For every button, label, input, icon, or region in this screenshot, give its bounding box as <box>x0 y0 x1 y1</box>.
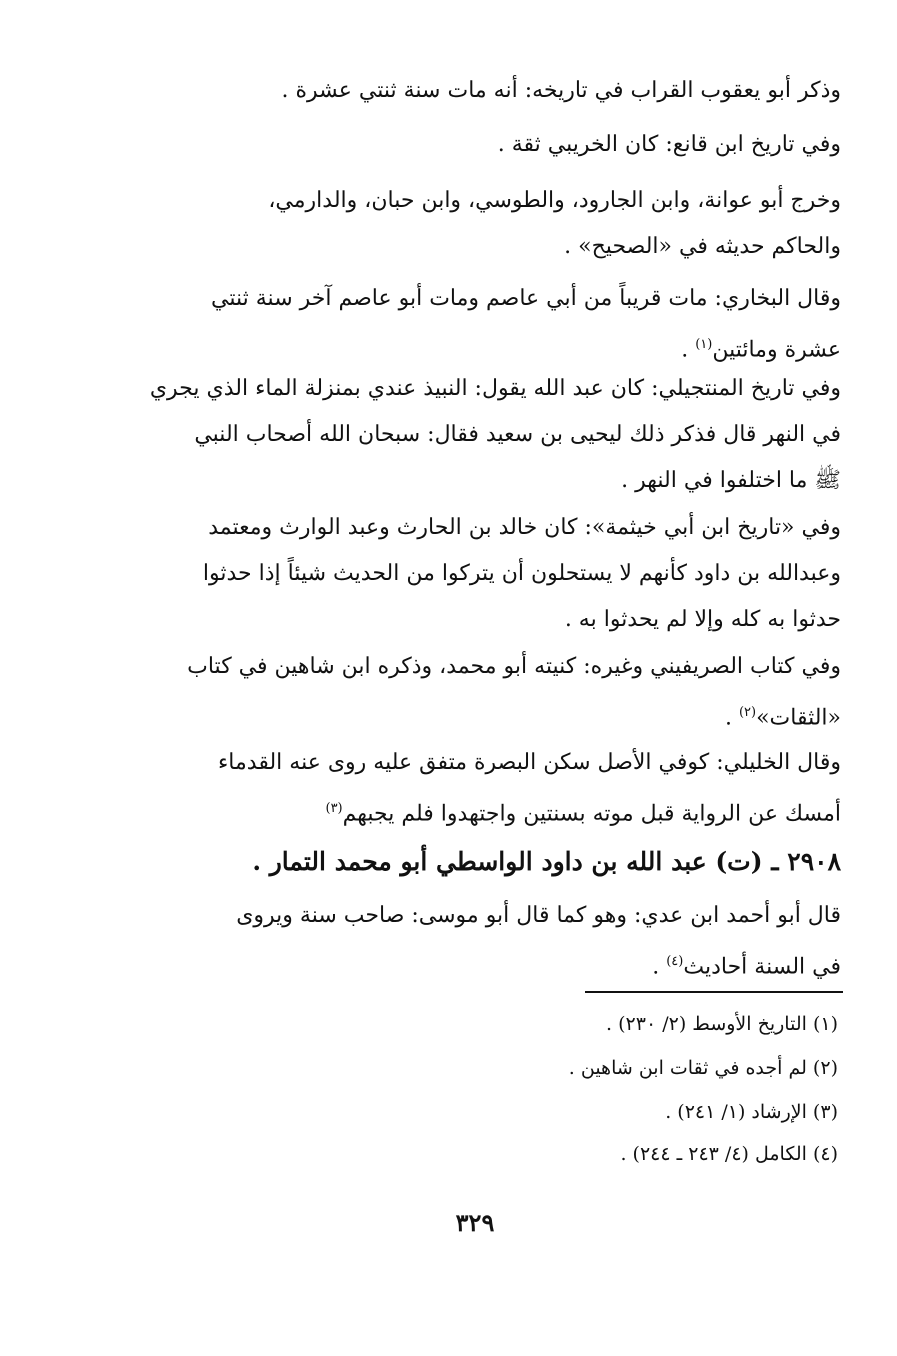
footnote-separator <box>585 991 843 993</box>
text-line <box>128 322 841 368</box>
footnote-4: (٤) الكامل (٤/ ٢٤٣ ـ ٢٤٤) . <box>620 1143 838 1165</box>
paragraph-3 <box>128 178 841 270</box>
text-line: وفي تاريخ ابن قانع: كان الخريبي ثقة . <box>497 132 841 157</box>
text-line: وعبدالله بن داود كأنهم لا يستحلون أن يتركوا من الحديث شيئاً إذا حدثوا <box>202 561 841 586</box>
line-text: في السنة أحاديث <box>683 954 841 980</box>
footnote-2: (٢) لم أجده في ثقات ابن شاهين . <box>568 1057 838 1079</box>
paragraph-7 <box>128 644 841 736</box>
text-line: وقال البخاري: مات قريباً من أبي عاصم ومات أبو عاصم آخر سنة ثنتي <box>211 286 841 311</box>
entry-paragraph <box>128 893 841 985</box>
text-line: قال أبو أحمد ابن عدي: وهو كما قال أبو موسى: صاحب سنة ويروى <box>236 903 841 928</box>
footnote-marker: (٢) <box>738 705 757 720</box>
text-line <box>128 939 841 985</box>
paragraph-4 <box>128 276 841 368</box>
line-text: «الثقات» <box>756 705 841 731</box>
paragraph-6 <box>128 505 841 643</box>
text-line: والحاكم حديثه في «الصحيح» . <box>564 234 841 259</box>
footnote-1: (١) التاريخ الأوسط (٢/ ٢٣٠) . <box>606 1013 838 1035</box>
text-line <box>128 786 841 832</box>
paragraph-2 <box>128 122 841 168</box>
footnote-marker: (٤) <box>666 954 684 969</box>
text-line: وخرج أبو عوانة، وابن الجارود، والطوسي، وابن حبان، والدارمي، <box>268 188 841 213</box>
footnote-3: (٣) الإرشاد (١/ ٢٤١) . <box>665 1101 838 1123</box>
text-line <box>128 690 841 736</box>
text-line: في النهر قال فذكر ذلك ليحيى بن سعيد فقال: سبحان الله أصحاب النبي <box>194 422 841 447</box>
line-end: . <box>652 954 667 980</box>
page-number: ٣٢٩ <box>455 1208 495 1237</box>
paragraph-1 <box>128 68 841 114</box>
line-text: عشرة ومائتين <box>712 337 841 363</box>
text-line: وفي «تاريخ ابن أبي خيثمة»: كان خالد بن الحارث وعبد الوارث ومعتمد <box>208 515 841 540</box>
text-line: ﷺ ما اختلفوا في النهر . <box>621 468 841 493</box>
text-line: حدثوا به كله وإلا لم يحدثوا به . <box>564 607 841 632</box>
paragraph-5 <box>128 366 841 504</box>
text-line: وذكر أبو يعقوب القراب في تاريخه: أنه مات سنة ثنتي عشرة . <box>281 78 841 103</box>
footnote-marker: (١) <box>695 337 713 352</box>
line-end: . <box>724 705 739 731</box>
text-line: وفي كتاب الصريفيني وغيره: كنيته أبو محمد، وذكره ابن شاهين في كتاب <box>187 654 841 679</box>
paragraph-8 <box>128 740 841 832</box>
footnote-marker: (٣) <box>325 801 343 816</box>
line-end: . <box>681 337 696 363</box>
text-line: وفي تاريخ المنتجيلي: كان عبد الله يقول: النبيذ عندي بمنزلة الماء الذي يجري <box>149 376 841 401</box>
entry-heading: ٢٩٠٨ ـ (ت) عبد الله بن داود الواسطي أبو محمد التمار . <box>252 847 841 876</box>
text-line: وقال الخليلي: كوفي الأصل سكن البصرة متفق عليه روى عنه القدماء <box>217 750 841 775</box>
line-text: أمسك عن الرواية قبل موته بسنتين واجتهدوا فلم يجبهم <box>342 801 841 827</box>
